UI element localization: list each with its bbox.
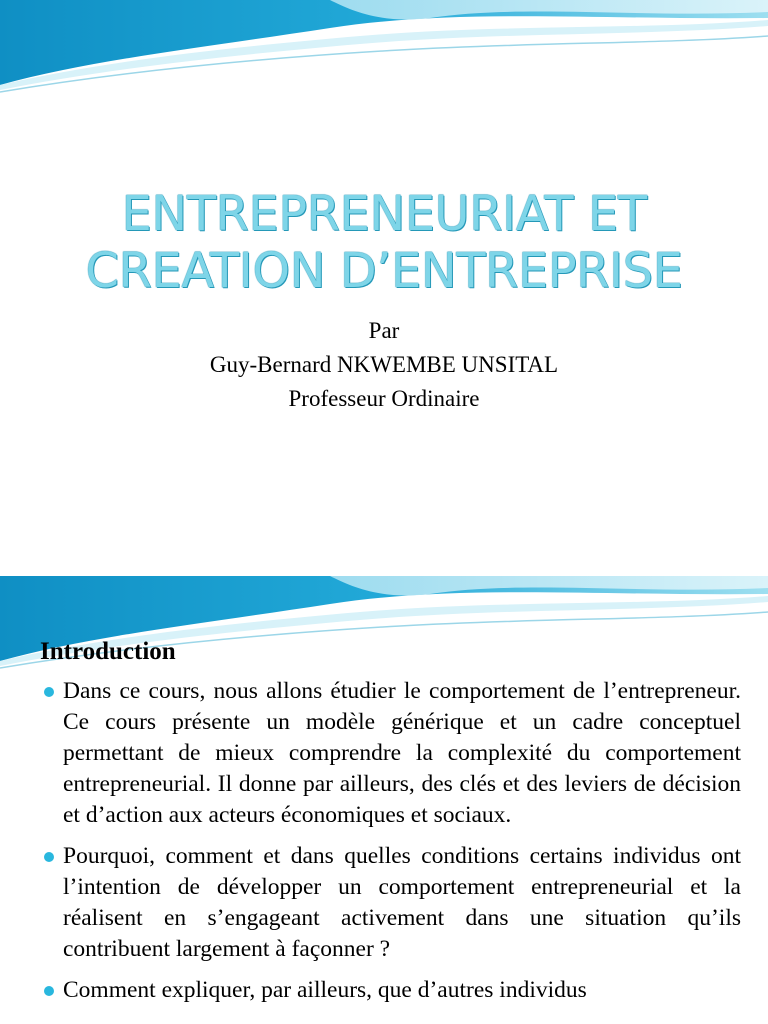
list-item bbox=[0, 676, 768, 831]
title-line-1: ENTREPRENEURIAT ET bbox=[121, 186, 647, 242]
bullet-text: Comment expliquer, par ailleurs, que d’autres individus bbox=[63, 977, 587, 1003]
list-item bbox=[0, 975, 768, 1006]
bullet-icon bbox=[44, 986, 54, 996]
author-name: Guy-Bernard NKWEMBE UNSITAL bbox=[209, 352, 559, 377]
header-wave-decoration bbox=[0, 0, 768, 100]
bullet-text: Pourquoi, comment et dans quelles conditions certains individus ont l’intention de développer un comportement entrepreneurial et la réalisent en s’engageant activement dans une situation qu’ils contribuent largement à façonner ? bbox=[63, 843, 741, 962]
section-heading: Introduction bbox=[40, 638, 176, 665]
bullet-icon bbox=[44, 687, 54, 697]
bullet-icon bbox=[44, 852, 54, 862]
bullet-list bbox=[0, 676, 768, 1016]
introduction-slide bbox=[0, 576, 768, 1024]
bullet-text: Dans ce cours, nous allons étudier le comportement de l’entrepreneur. Ce cours présente un modèle générique et un cadre conceptuel permettant de mieux comprendre la complexité du comportement entrepreneurial. Il donne par ailleurs, des clés et des leviers de décision et d’action aux acteurs économiques et sociaux. bbox=[63, 678, 741, 828]
list-item bbox=[0, 841, 768, 965]
author-role: Professeur Ordinaire bbox=[288, 386, 480, 411]
author-block bbox=[0, 314, 768, 416]
slide-title bbox=[0, 186, 768, 300]
title-line-2: CREATION D’ENTREPRISE bbox=[85, 243, 683, 299]
byline-par: Par bbox=[368, 318, 400, 343]
